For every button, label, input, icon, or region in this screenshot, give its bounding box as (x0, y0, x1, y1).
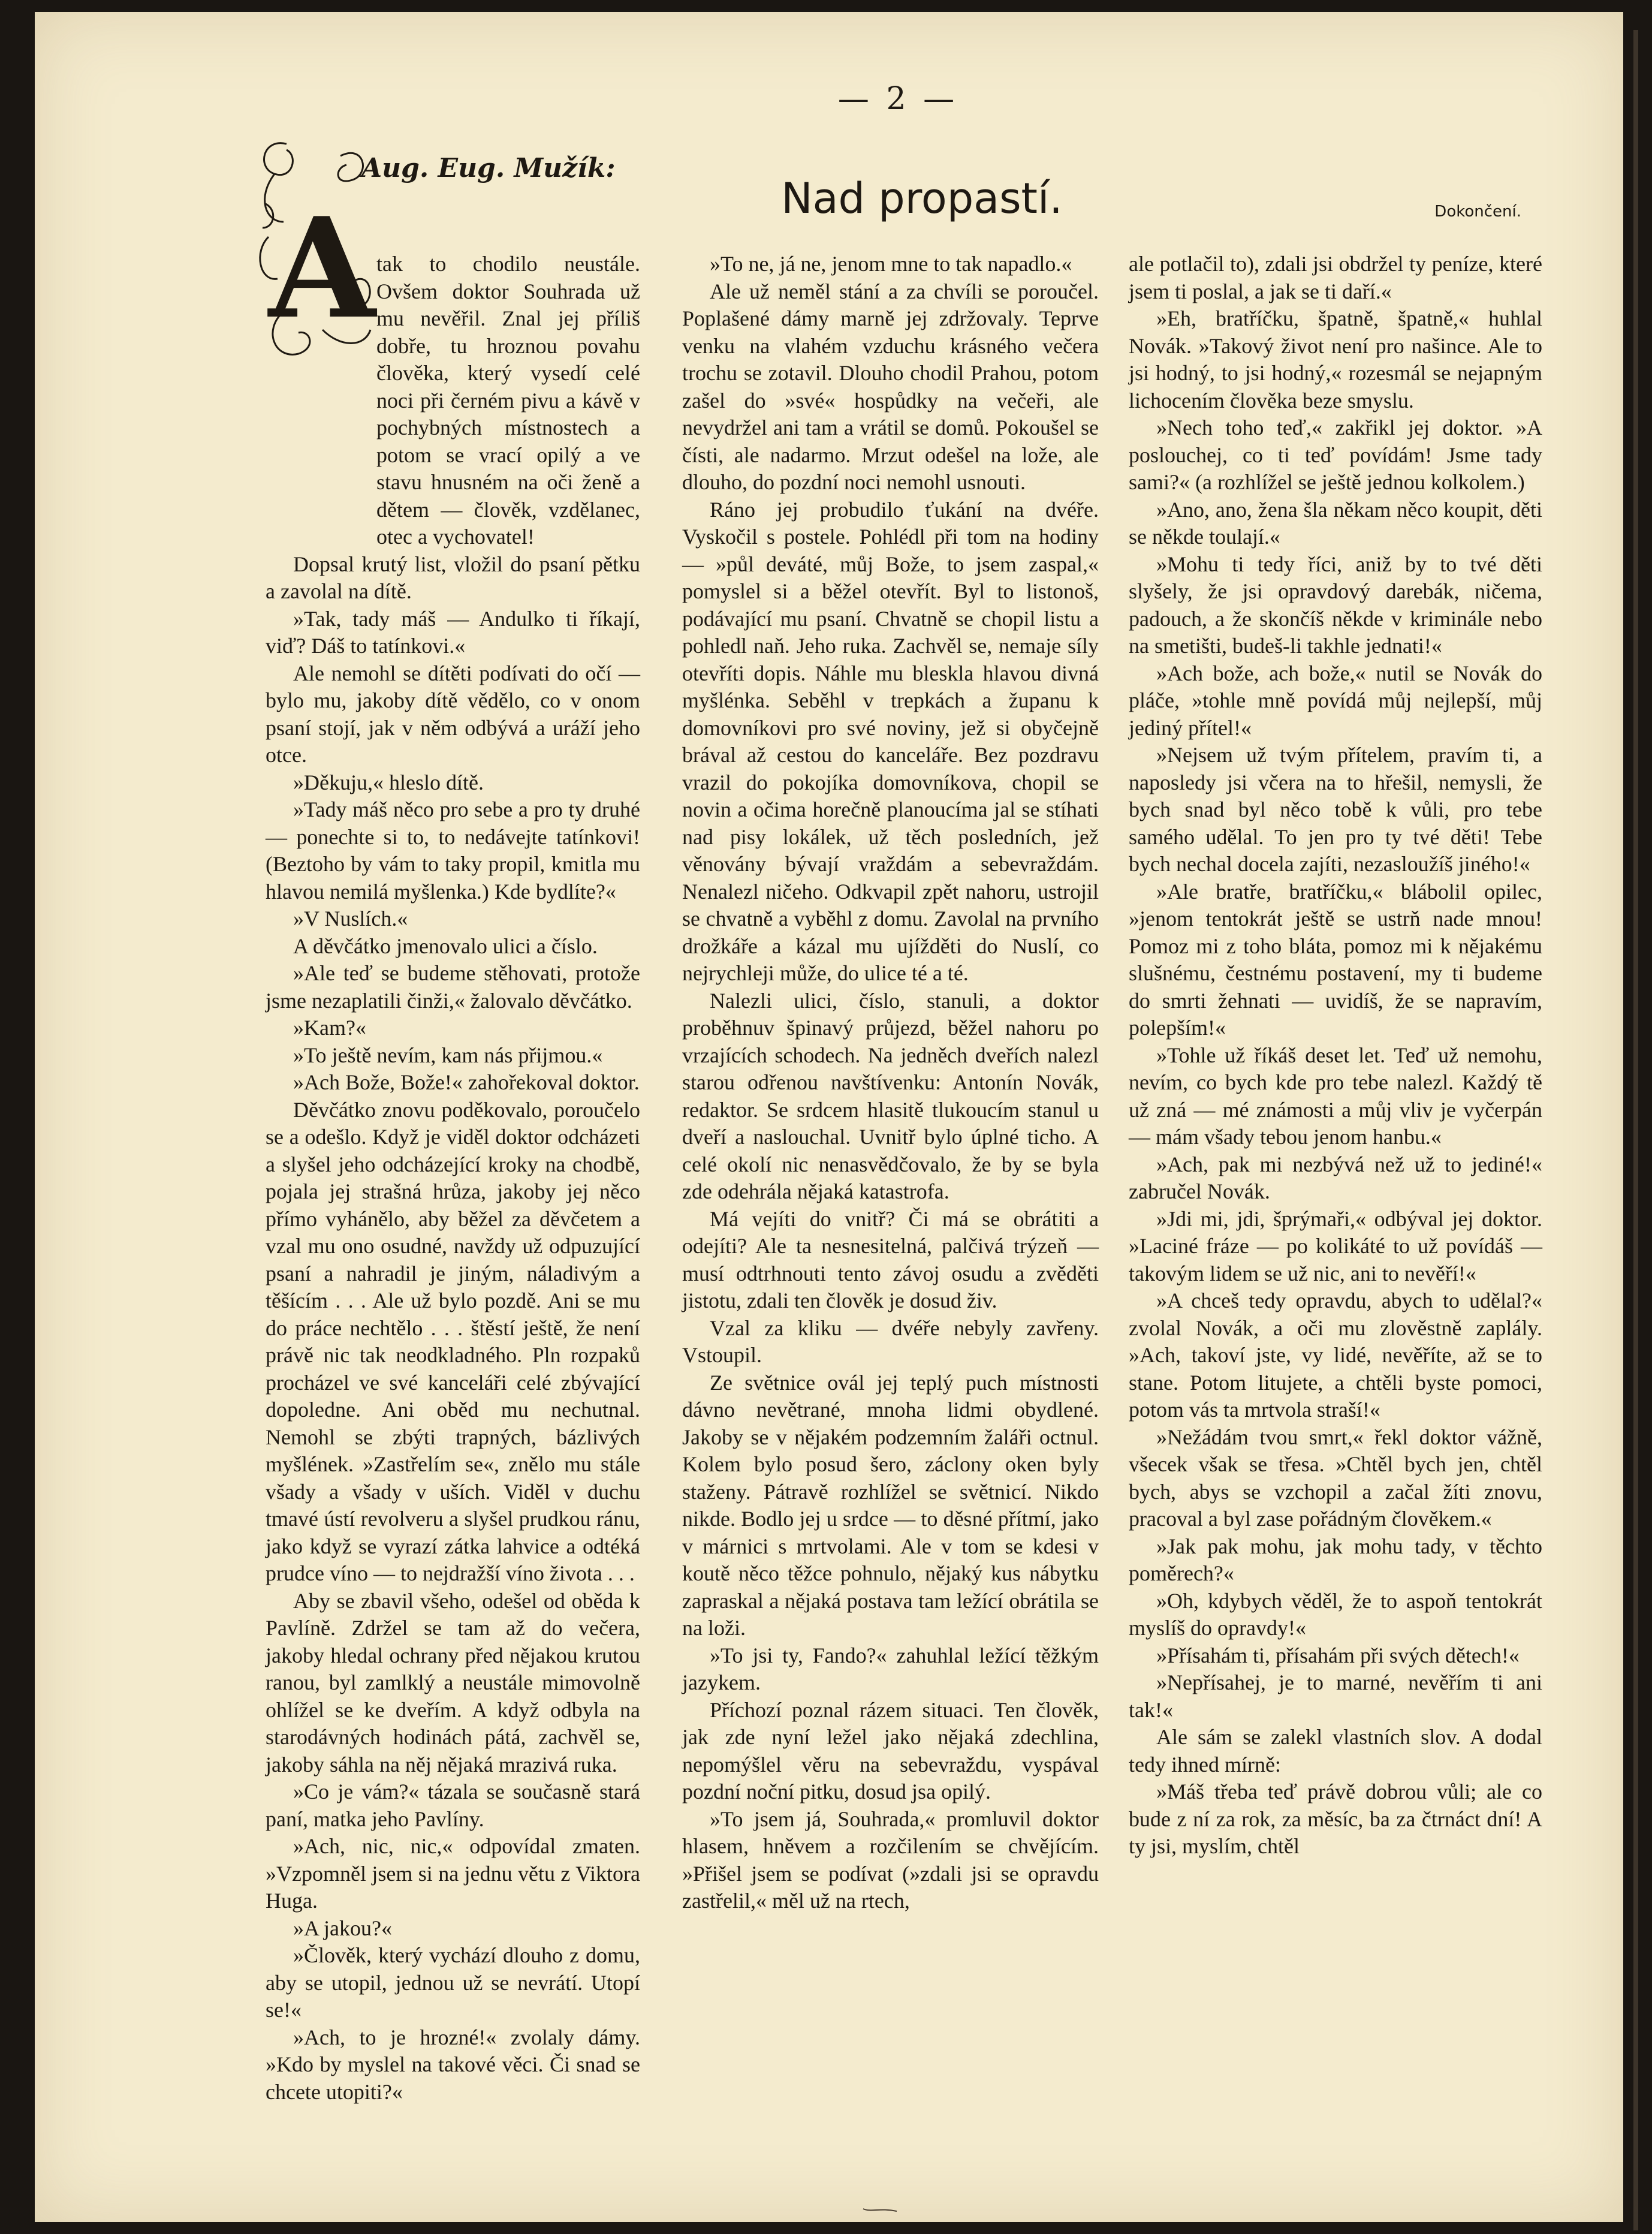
paragraph: »Ach, nic, nic,« odpovídal zmaten. »Vzpomněl jsem si na jednu větu z Viktora Huga. (266, 1834, 640, 1913)
paragraph: »Ach, pak mi nezbývá než už to jediné!« zabručel Novák. (1129, 1152, 1542, 1203)
paragraph: »Ach Bože, Bože!« zahořekoval doktor. (293, 1070, 640, 1094)
paragraph: ale potlačil to), zdali jsi obdržel ty peníze, které jsem ti poslal, a jak se ti daří.« (1129, 252, 1542, 303)
paragraph: »Tak, tady máš — Andulko ti říkají, viď? Dáš to tatínkovi.« (266, 606, 640, 658)
paragraph: »Ano, ano, žena šla někam něco koupit, děti se někde toulají.« (1129, 497, 1542, 549)
paragraph: »Jdi mi, jdi, šprýmaři,« odbýval jej doktor. »Laciné fráze — po kolikáté to už povídáš — takovým lidem se už nic, ani to nevěří!« (1129, 1206, 1542, 1285)
paragraph: »Nežádám tvou smrt,« řekl doktor vážně, všecek však se třesa. »Chtěl bych jen, chtěl bych, abys se vzchopil a začal žíti znovu, pracoval a byl zase pořádným člověkem.« (1129, 1425, 1542, 1531)
paragraph: »Tady máš něco pro sebe a pro ty druhé — ponechte si to, to nedávejte tatínkovi! (Beztoho by vám to taky propil, kmitla mu hlavou nemilá myšlenka.) Kde bydlíte?« (266, 797, 640, 904)
initial-letter: A (269, 188, 376, 350)
paragraph: tak to chodilo neustále. Ovšem doktor Souhrada už mu nevěřil. Znal jej příliš dobře, tu hroznou povahu člověka, který vysedí celé noci při černém pivu a kávě v pochybných místnostech a potom se vrací opilý a ve stavu hnusném na oči ženě a dětem — člověk, vzdělanec, otec a vychovatel! (376, 252, 640, 549)
paragraph: »Nech toho teď,« zakřikl jej doktor. »A poslouchej, co ti teď povídám! Jsme tady sami?« (a rozhlížel se ještě jednou kolkolem.) (1129, 416, 1542, 494)
author-byline: Aug. Eug. Mužík: (361, 153, 616, 183)
paragraph: »Ale bratře, bratříčku,« blábolil opilec, »jenom tentokrát ještě se ustrň nade mnou! Pomoz mi z toho bláta, pomoz mi k nějakému slušnému, čestnému postavení, my ti budeme do smrti žehnati — uvidíš, že se napravím, polepším!« (1129, 879, 1542, 1040)
paragraph: »Děkuju,« hleslo dítě. (293, 770, 484, 794)
paragraph: »Ach bože, ach bože,« nutil se Novák do pláče, »tohle mně povídá můj nejlepší, můj jediný přítel!« (1129, 661, 1542, 740)
paragraph: Příchozí poznal rázem situaci. Ten člověk, jak zde nyní ležel jako nějaká zdechlina, nepomýšlel věru na sebevraždu, vyspával pozdní noční pitku, dosud jsa opilý. (682, 1697, 1099, 1804)
paragraph: Ale nemohl se dítěti podívati do očí — bylo mu, jakoby dítě vědělo, co v onom psaní stojí, jak v něm odbývá a uráží jeho otce. (266, 661, 640, 767)
paragraph: »Ach, to je hrozné!« zvolaly dámy. »Kdo by myslel na takové věci. Či snad se chcete utopiti?« (266, 2025, 640, 2104)
paragraph: »To jsi ty, Fando?« zahuhlal ležící těžkým jazykem. (682, 1643, 1099, 1694)
paragraph: »V Nuslích.« (293, 907, 408, 931)
paragraph: Dopsal krutý list, vložil do psaní pětku a zavolal na dítě. (266, 552, 640, 603)
page-number: — 2 — (837, 81, 958, 117)
paragraph: »Ale teď se budeme stěhovati, protože jsme nezaplatili činži,« žalovalo děvčátko. (266, 961, 640, 1013)
paragraph: Ráno jej probudilo ťukání na dvéře. Vyskočil s postele. Pohlédl při tom na hodiny — »půl deváté, můj Bože, to jsem zaspal,« pomyslel si a běžel otevřít. Byl to listonoš, podávající mu psaní. Chvatně se chopil listu a pohledl naň. Jeho ruka. Zachvěl se, nemaje síly otevříti dopis. Náhle mu bleskla hlavou divná myšlénka. Seběhl v trepkách a županu k domovníkovi pro své noviny, jež si obyčejně brával až cestou do kanceláře. Bez pozdravu vrazil do pokojíka domovníkova, chopil se novin a očima horečně planoucíma jal se stíhati nad pisy lokálek, už těch posledních, jež věnovány bývají vraždám a sebevraždám. Nenalezl ničeho. Odkvapil zpět nahoru, ustrojil se chvatně a vyběhl z domu. Zavolal na prvního drožkáře a kázal mu ujížděti do Nuslí, co nejrychleji může, do ulice té a té. (682, 497, 1099, 985)
paragraph: »Jak pak mohu, jak mohu tady, v těchto poměrech?« (1129, 1534, 1542, 1585)
paragraph: Ale sám se zalekl vlastních slov. A dodal tedy ihned mírně: (1129, 1725, 1542, 1777)
paragraph: »To jsem já, Souhrada,« promluvil doktor hlasem, hněvem a rozčilením se chvějícím. »Přišel jsem se podívat (»zdali jsi se opravdu zastřelil,« měl už na rtech, (682, 1807, 1099, 1913)
paragraph: »Oh, kdybych věděl, že to aspoň tentokrát myslíš do opravdy!« (1129, 1588, 1542, 1640)
newspaper-page (35, 12, 1623, 2222)
paragraph: »Přísahám ti, přísahám při svých dětech!« (1156, 1643, 1520, 1667)
text-column-3 (1129, 251, 1542, 1860)
paragraph: »To ne, já ne, jenom mne to tak napadlo.« (710, 252, 1072, 276)
continuation-note: Dokončení. (1434, 203, 1521, 221)
paragraph: »Nejsem už tvým přítelem, pravím ti, a naposledy jsi včera na to hřešil, nemysli, že bych snad byl něco tobě k vůli, pro tebe samého udělal. To jen pro ty tvé děti! Tebe bych nechal docela zajíti, nezasloužíš jiného!« (1129, 743, 1542, 876)
footer-mark (862, 2206, 898, 2214)
paragraph: Aby se zbavil všeho, odešel od oběda k Pavlíně. Zdržel se tam až do večera, jakoby hledal ochrany před nějakou krutou ranou, byl zamlklý a neustále mimovolně ohlížel se ke dveřím. A když odbyla na starodávných hodinách pátá, zachvěl se, jakoby sáhla na něj nějaká mrazivá ruka. (266, 1588, 640, 1777)
paragraph: »Eh, bratříčku, špatně, špatně,« huhlal Novák. »Takový život není pro našince. Ale to jsi hodný, to jsi hodný,« rozesmál se nejapným lichocením člověka beze smyslu. (1129, 306, 1542, 413)
paragraph: »Mohu ti tedy říci, aniž by to tvé děti slyšely, že jsi opravdový darebák, ničema, padouch, a že skončíš někde v kriminále nebo na smetišti, budeš-li takhle jednati!« (1129, 552, 1542, 658)
text-column-2 (682, 251, 1099, 1915)
paragraph: Ale už neměl stání a za chvíli se poroučel. Poplašené dámy marně jej zdržovaly. Teprve venku na vlahém vzduchu krásného večera trochu se zotavil. Dlouho chodil Prahou, potom zašel do »své« hospůdky na večeři, ale nevydržel ani tam a vrátil se domů. Pokoušel se čísti, ale nadarmo. Mrzut odešel na lože, ale dlouho, do pozdní noci nemohl usnouti. (682, 279, 1099, 494)
article-title: Nad propastí. (781, 174, 1063, 223)
text-column-1 (266, 251, 640, 2106)
paragraph: »Co je vám?« tázala se současně stará paní, matka jeho Pavlíny. (266, 1780, 640, 1831)
paragraph: Ze světnice ovál jej teplý puch místnosti dávno nevětrané, mnoha lidmi obydlené. Jakoby se v nějakém podzemním žaláři octnul. Kolem bylo posud šero, záclony oken byly staženy. Pátravě rozhlížel se světnicí. Nikdo nikde. Bodlo jej u srdce — to děsné přítmí, jako v márnici s mrtvolami. Ale v tom se kdesi v koutě něco těžce pohnulo, nějaký kus nábytku zapraskal a nějaká postava tam ležící obrátila se na loži. (682, 1370, 1099, 1640)
paragraph: »Kam?« (293, 1016, 366, 1040)
paragraph: Vzal za kliku — dvéře nebyly zavřeny. Vstoupil. (682, 1315, 1099, 1367)
paragraph: »To ještě nevím, kam nás přijmou.« (293, 1043, 603, 1067)
paragraph: »A jakou?« (293, 1916, 392, 1940)
paragraph: »Máš třeba teď právě dobrou vůli; ale co bude z ní za rok, za měsíc, ba za čtrnáct dní! A ty jsi, myslím, chtěl (1129, 1780, 1542, 1858)
paragraph: Děvčátko znovu poděkovalo, poroučelo se a odešlo. Když je viděl doktor odcházeti a slyšel jeho odcházející kroky na chodbě, pojala jej strašná hrůza, jakoby jej něco přímo vyhánělo, aby běžel za děvčetem a vzal mu ono osudné, navždy už odpuzující psaní a nahradil je jiným, náladivým a těšícím . . . Ale už bylo pozdě. Ani se mu do práce nechtělo . . . štěstí ještě, že není právě nic tak neodkladného. Pln rozpaků procházel ve své kanceláři celé zbývající dopoledne. Ani oběd mu nechutnal. Nemohl se zbýti trapných, bázlivých myšlének. »Zastřelím se«, znělo mu stále všady a všady v uších. Viděl v duchu tmavé ústí revolveru a slyšel prudkou ránu, jako když se vyrazí zátka lahvice a odtéká prudce víno — to nejdražší víno života . . . (266, 1097, 640, 1585)
page-edge-rule (1633, 30, 1638, 2230)
paragraph: Nalezli ulici, číslo, stanuli, a doktor proběhnuv špinavý průjezd, běžel nahoru po vrzajících schodech. Na jedněch dveřích nalezl starou odřenou navštívenku: Antonín Novák, redaktor. Se srdcem hlasitě tlukoucím stanul u dveří a naslouchal. Uvnitř bylo úplné ticho. A celé okolí nic nenasvědčovalo, že by se byla zde odehrála nějaká katastrofa. (682, 988, 1099, 1203)
paragraph: »Nepřísahej, je to marné, nevěřím ti ani tak!« (1129, 1670, 1542, 1722)
paragraph: A děvčátko jmenovalo ulici a číslo. (293, 934, 598, 958)
paragraph: »A chceš tedy opravdu, abych to udělal?« zvolal Novák, a oči mu zlověstně zaplály. »Ach, takoví jste, vy lidé, nevěříte, až se to stane. Potom litujete, a chtěli byste pomoci, potom vás ta mrtvola straší!« (1129, 1288, 1542, 1422)
paragraph: »Tohle už říkáš deset let. Teď už nemohu, nevím, co bych kde pro tebe nalezl. Každý tě už zná — mé známosti a můj vliv je vyčerpán — mám všady tebou jenom hanbu.« (1129, 1043, 1542, 1149)
paragraph: »Člověk, který vychází dlouho z domu, aby se utopil, jednou už se nevrátí. Utopí se!« (266, 1943, 640, 2022)
paragraph: Má vejíti do vnitř? Či má se obrátiti a odejíti? Ale ta nesnesitelná, palčivá trýzeň — musí odtrhnouti tento závoj osudu a zvěděti jistotu, zdali ten člověk je dosud živ. (682, 1206, 1099, 1312)
